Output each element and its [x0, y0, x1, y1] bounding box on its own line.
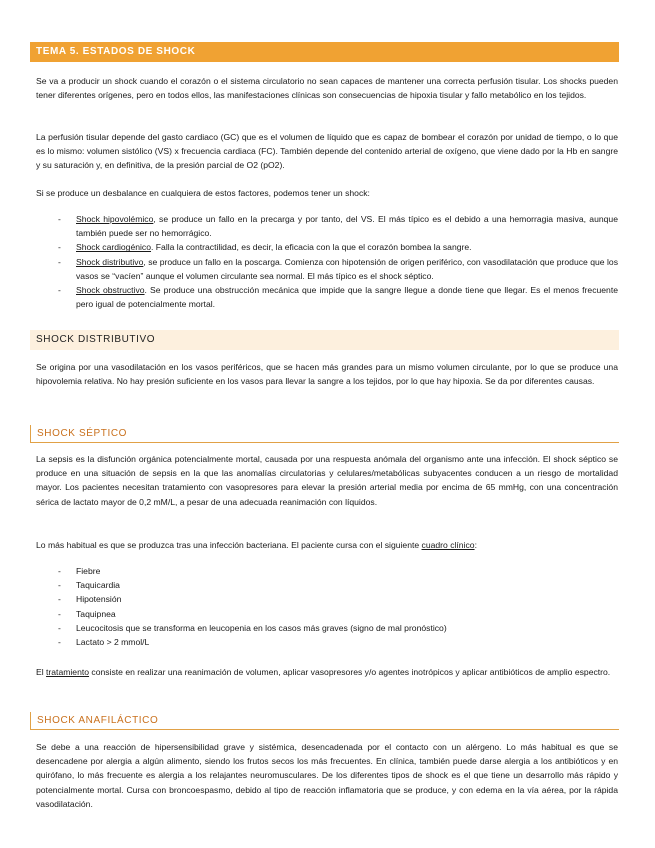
list-item: [58, 607, 618, 621]
distributivo-paragraph: Se origina por una vasodilatación en los vasos periféricos, que se hacen más grandes para un mismo volumen circulante, por lo que se produce una hipovolemia relativa. No hay presión suficiente en los vasos para llevar la sangre a los tejidos, por lo que hay hipoxia. Se da por diferentes causas.: [36, 362, 618, 387]
shock-type-term: Shock distributivo: [76, 256, 144, 267]
list-dash: -: [58, 608, 61, 619]
list-item: [58, 564, 618, 578]
septico-p2-text: Lo más habitual es que se produzca tras una infección bacteriana. El paciente cursa con el siguiente: [36, 540, 422, 550]
shock-type-term: Shock hipovolémico: [76, 214, 154, 224]
symptom-text: Fiebre: [76, 566, 101, 576]
tratamiento-term: tratamiento: [46, 667, 90, 677]
list-item: [58, 592, 618, 606]
list-item: [58, 240, 618, 254]
symptom-text: Taquicardia: [76, 580, 120, 591]
list-dash: -: [58, 566, 61, 576]
shock-type-term: Shock cardiogénico: [76, 242, 152, 253]
symptom-text: Hipotensión: [76, 594, 122, 605]
shock-types-list: [58, 212, 618, 311]
list-dash: -: [58, 580, 61, 591]
list-dash: -: [58, 637, 61, 648]
symptom-text: Lactato > 2 mmol/L: [76, 637, 150, 648]
chapter-heading: TEMA 5. ESTADOS DE SHOCK: [30, 42, 619, 62]
list-dash: -: [58, 214, 61, 224]
symptom-text: Leucocitosis que se transforma en leucopenia en los casos más graves (signo de mal pronóstico): [76, 622, 447, 633]
anafilactico-paragraph: Se debe a una reacción de hipersensibilidad grave y sistémica, desencadenada por el contacto con un alérgeno. Lo más habitual es que se desencadene por alergia a algún alimento, siendo los frutos secos los más frecuentes. En clínica, también puede darse alergia a los antibióticos y en quirófano, lo más frecuente es alergia a los relajantes neuromusculares. De los diferentes tipos de shock es el que tiene un desarrollo más rápido y potencialmente mortal. Cursa con broncoespasmo, debido al tipo de reacción inflamatoria que se produce, y con edema en la vía aérea, por la rápida vasodilatación.: [36, 742, 618, 809]
list-item: [58, 635, 618, 649]
septico-p3-end: consiste en realizar una reanimación de volumen, aplicar vasopresores y/o agentes inotrópicos y aplicar antibióticos de amplio espectro.: [89, 667, 611, 677]
septico-p2-end: :: [474, 540, 477, 550]
cuadro-clinico-term: cuadro clínico: [421, 540, 475, 550]
shock-type-text: , se produce un fallo en la poscarga. Comienza con hipotensión de origen periférico, con vasodilatación que produce que los vasos se “vacíen” aunque el volumen circulante sea normal. El más típico es el shock séptico.: [76, 256, 618, 281]
septico-paragraph-3: [36, 665, 618, 679]
list-item: [58, 283, 618, 311]
symptom-text: Taquipnea: [76, 608, 116, 619]
septico-p3-text: El: [36, 667, 47, 677]
intro-paragraph-3: Si se produce un desbalance en cualquiera de estos factores, podemos tener un shock:: [36, 188, 370, 198]
intro-paragraph-1: Se va a producir un shock cuando el corazón o el sistema circulatorio no sean capaces de mantener una correcta perfusión tisular. Los shocks pueden tener diferentes orígenes, pero en todos ellos, las manifestaciones clínicas son consecuencias de hipoxia tisular y fallo metabólico en los tejidos.: [36, 76, 618, 101]
list-dash: -: [58, 242, 61, 253]
shock-type-text: . Falla la contractilidad, es decir, la eficacia con la que el corazón bombea la sangre.: [151, 242, 472, 253]
section-heading-septico: SHOCK SÉPTICO: [30, 425, 619, 443]
shock-type-text: , se produce un fallo en la precarga y por tanto, del VS. El más típico es el debido a una hemorragia masiva, aunque también puede ser no hemorrágico.: [76, 214, 618, 239]
septico-paragraph-2: [36, 538, 618, 552]
list-dash: -: [58, 285, 61, 296]
list-item: [58, 621, 618, 635]
list-item: [58, 578, 618, 592]
list-dash: -: [58, 594, 61, 605]
symptoms-list: [58, 564, 618, 649]
list-item: [58, 255, 618, 283]
shock-type-text: . Se produce una obstrucción mecánica que impide que la sangre llegue a donde tiene que llegar. Es el menos frecuente pero igual de potencialmente mortal.: [76, 285, 619, 310]
list-dash: -: [58, 622, 61, 633]
intro-paragraph-2: La perfusión tisular depende del gasto cardiaco (GC) que es el volumen de líquido que es capaz de bombear el corazón por unidad de tiempo, o lo que es lo mismo: volumen sistólico (VS) x frecuencia cardiaca (FC). También depende del contenido arterial de oxígeno, que viene dado por la Hb en sangre y su saturación y, en definitiva, de la presión parcial de O2 (pO2).: [36, 132, 618, 171]
septico-paragraph-1: La sepsis es la disfunción orgánica potencialmente mortal, causada por una respuesta anómala del organismo ante una infección. El shock séptico se produce en una situación de sepsis en la que las anomalías circulatorias y celulares/metabólicas subyacentes conducen a un riesgo de mortalidad mayor. Los pacientes necesitan tratamiento con vasopresores para elevar la presión arterial media por encima de 65 mmHg, con una concentración sérica de lactato mayor de 0,2 mM/L, a pesar de una adecuada reanimación con líquidos.: [36, 454, 618, 507]
list-dash: -: [58, 256, 61, 267]
list-item: [58, 212, 618, 240]
section-heading-distributivo: SHOCK DISTRIBUTIVO: [30, 330, 619, 350]
section-heading-anafilactico: SHOCK ANAFILÁCTICO: [30, 712, 619, 730]
shock-type-term: Shock obstructivo: [76, 285, 145, 296]
